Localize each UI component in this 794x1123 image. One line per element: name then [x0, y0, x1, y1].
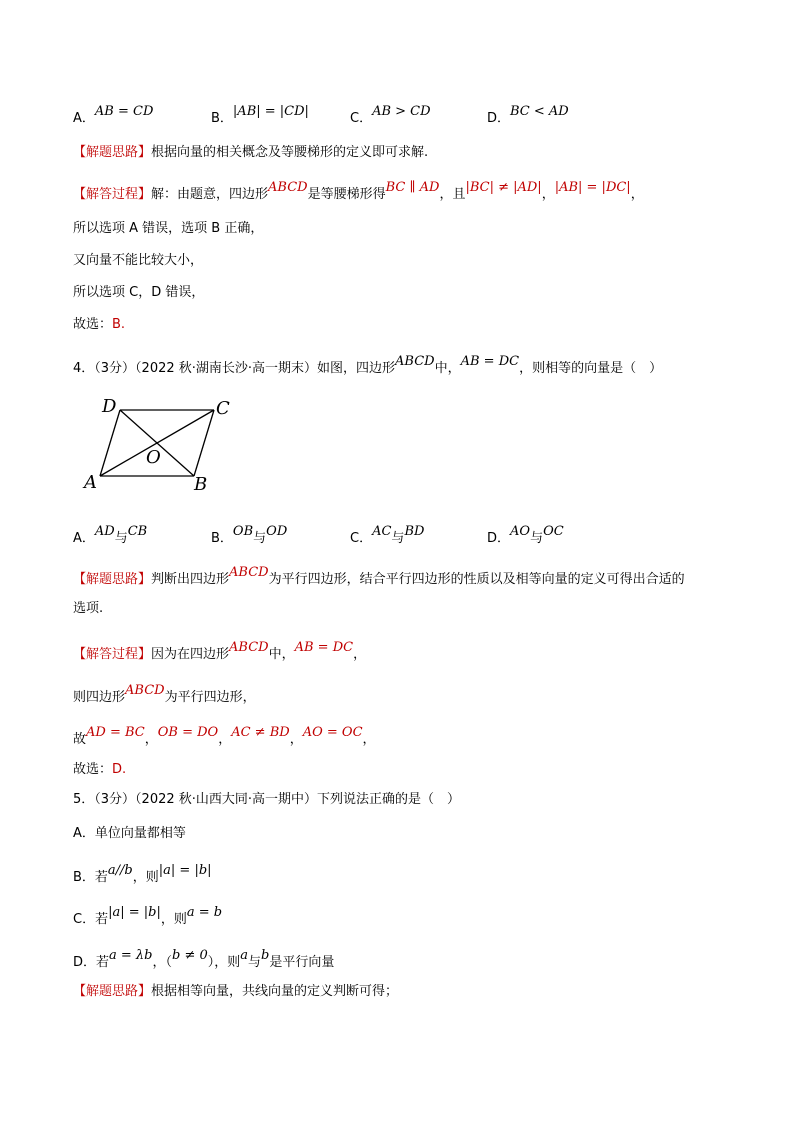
idea-tag: 【解题思路】 — [73, 984, 152, 999]
idea-tag: 【解题思路】 — [73, 572, 152, 587]
q4-option-c: C．AC与BD — [350, 524, 425, 546]
q3-solution-line1: 【解答过程】解：由题意，四边形ABCD是等腰梯形得BC ∥ AD，且|BC| ≠ |AD|，|AB| = |DC|， — [73, 180, 644, 202]
q3-option-d-math: BC < AD — [510, 104, 569, 119]
q4-option-a: A．AD与CB — [73, 524, 148, 546]
q5-option-c: C．若|a| = |b|，则a = b — [73, 905, 223, 927]
q4-option-b: B．OB与OD — [211, 524, 288, 546]
q5-option-d: D．若a = λb，（b ≠ 0），则a与b是平行向量 — [73, 948, 335, 970]
q4-solution-line3: 故AD = BC，OB = DO，AC ≠ BD，AO = OC， — [73, 725, 376, 747]
q4-option-d: D．AO与OC — [487, 524, 564, 546]
label-c: C — [216, 398, 230, 419]
q3-option-d: D．BC < AD — [487, 104, 569, 126]
label-a: A — [84, 472, 97, 493]
q3-solution-line4: 所以选项 C，D 错误， — [73, 285, 205, 300]
idea-tag: 【解题思路】 — [73, 145, 152, 160]
label-o: O — [146, 447, 161, 468]
label-b: B — [194, 474, 208, 494]
q3-option-a: A．AB = CD — [73, 104, 154, 126]
q3-option-b-math: |AB| = |CD| — [232, 104, 309, 119]
q4-stem: 4．（3分）（2022 秋·湖南长沙·高一期末）如图，四边形ABCD中，AB = DC，则相等的向量是（ ） — [73, 354, 663, 376]
q3-solution-line3: 又向量不能比较大小， — [73, 253, 204, 268]
parallelogram-figure — [82, 394, 242, 494]
solution-tag: 【解答过程】 — [73, 647, 152, 662]
q3-option-c: C．AB > CD — [350, 104, 431, 126]
q5-stem: 5．（3分）（2022 秋·山西大同·高一期中）下列说法正确的是（ ） — [73, 792, 461, 807]
q4-solution-line2: 则四边形ABCD为平行四边形， — [73, 683, 256, 705]
label-d: D — [102, 396, 117, 417]
q3-idea: 【解题思路】根据向量的相关概念及等腰梯形的定义即可求解. — [73, 145, 429, 160]
q3-answer: 故选：B. — [73, 317, 126, 332]
q3-option-b: B．|AB| = |CD| — [211, 104, 309, 126]
q3-option-c-math: AB > CD — [372, 104, 431, 119]
q5-idea: 【解题思路】根据相等向量，共线向量的定义判断可得； — [73, 984, 399, 999]
q4-answer: 故选：D. — [73, 762, 127, 777]
q5-option-a: A．单位向量都相等 — [73, 826, 186, 841]
solution-tag: 【解答过程】 — [73, 187, 152, 202]
q3-option-a-math: AB = CD — [94, 104, 154, 119]
q4-solution-line1: 【解答过程】因为在四边形ABCD中，AB = DC， — [73, 640, 367, 662]
q4-idea-line1: 【解题思路】判断出四边形ABCD为平行四边形，结合平行四边形的性质以及相等向量的定义可得出合适的 — [73, 565, 685, 587]
q4-idea-line2: 选项. — [73, 601, 104, 616]
q5-option-b: B．若a//b，则|a| = |b| — [73, 863, 212, 885]
q3-solution-line2: 所以选项 A 错误，选项 B 正确， — [73, 221, 264, 236]
